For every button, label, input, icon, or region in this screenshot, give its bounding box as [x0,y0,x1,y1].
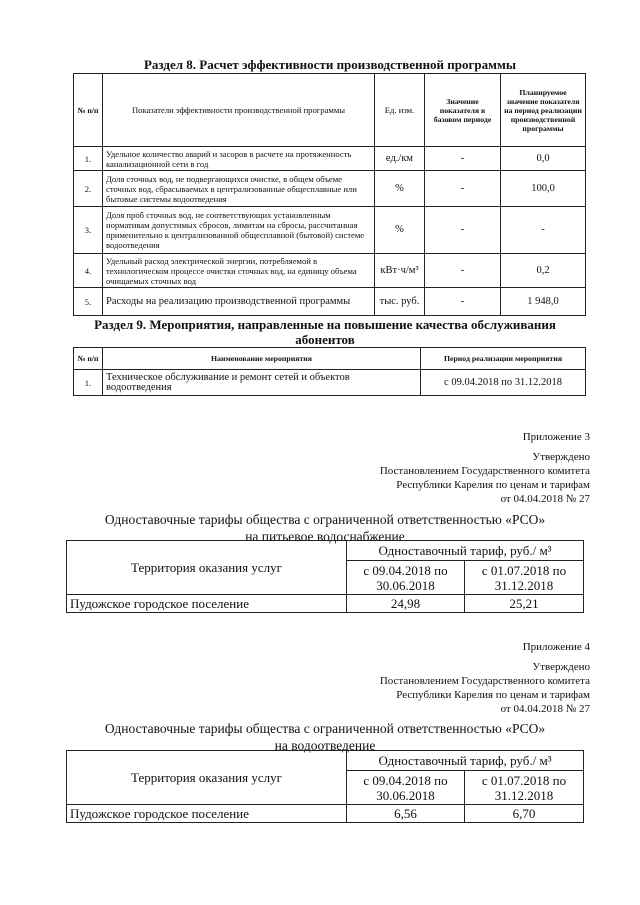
row-base: - [425,207,501,254]
appendix3-title-line1: Одноставочные тарифы общества с ограниченной ответственностью «РСО» [104,512,546,527]
row-base: - [425,254,501,288]
row-plan: 100,0 [501,171,586,207]
row-indicator: Удельный расход электрической энергии, потребляемой в технологическом процессе очистки сточных вод, на единицу объема очищаемых сточных вод [103,254,375,288]
appendix3-approved: Утверждено [532,451,590,463]
appendix4-line1: Постановлением Государственного комитета [379,675,590,687]
row-indicator: Доля сточных вод, не подвергающихся очистке, в общем объеме сточных вод, сбрасываемых в централизованные общесплавные или бытовые системы водоотведения [103,171,375,207]
row-territory: Пудожское городское поселение [67,805,347,823]
territory-header: Территория оказания услуг [67,541,347,595]
row-num: 3. [74,207,103,254]
table-row [74,370,586,396]
appendix4-line3: от 04.04.2018 № 27 [500,703,590,715]
appendix3-header [290,430,590,506]
row-val2: 6,70 [465,805,584,823]
row-val1: 24,98 [347,595,465,613]
appendix4-title-line1: Одноставочные тарифы общества с ограниченной ответственностью «РСО» [104,721,546,736]
table-row [67,805,584,823]
appendix3-title-line2: на питьевое водоснабжение [245,529,405,544]
table-row [67,595,584,613]
section9-header-row [74,348,586,370]
col-name-header: Наименование мероприятия [103,348,421,370]
appendix4-title-line2: на водоотведение [274,738,376,753]
appendix3-label: Приложение 3 [522,431,590,443]
appendix3-line3: от 04.04.2018 № 27 [500,493,590,505]
row-val1: 6,56 [347,805,465,823]
row-unit: тыс. руб. [375,288,425,316]
row-base: - [425,288,501,316]
row-territory: Пудожское городское поселение [67,595,347,613]
col-plan-header: Планируемое значение показателя на период реализации производственной программы [501,74,586,147]
row-unit: % [375,171,425,207]
col-num-header: № п/п [74,74,103,147]
period1-header: с 09.04.2018 по 30.06.2018 [347,771,465,805]
row-num: 5. [74,288,103,316]
table-row [74,207,586,254]
territory-header: Территория оказания услуг [67,751,347,805]
row-indicator: Удельное количество аварий и засоров в расчете на протяженность канализационной сети в год [103,147,375,171]
appendix3-line2: Республики Карелия по ценам и тарифам [396,479,590,491]
col-indicator-header: Показатели эффективности производственной программы [103,74,375,147]
row-plan: 0,0 [501,147,586,171]
row-num: 1. [74,370,103,396]
row-num: 2. [74,171,103,207]
col-unit-header: Ед. изм. [375,74,425,147]
col-num-header: № п/п [74,348,103,370]
section9-table [73,347,586,396]
table-row [74,288,586,316]
tariff-header: Одноставочный тариф, руб./ м³ [347,541,584,561]
row-unit: ед./км [375,147,425,171]
section9-title-line2: абонентов [295,332,355,347]
col-base-header: Значение показателя в базовом периоде [425,74,501,147]
row-num: 1. [74,147,103,171]
row-base: - [425,171,501,207]
section9-title-line1: Раздел 9. Мероприятия, направленные на повышение качества обслуживания [94,317,556,332]
row-indicator: Доля проб сточных вод, не соответствующих установленным нормативам допустимых сбросов, лимитам на сбросы, рассчитанная применительно к централизованной общесплавной (бытовой) системе водоотведения [103,207,375,254]
row-indicator: Расходы на реализацию производственной программы [103,288,375,316]
row-base: - [425,147,501,171]
appendix3-line1: Постановлением Государственного комитета [379,465,590,477]
section8-title: Раздел 8. Расчет эффективности производственной программы [143,57,517,72]
appendix4-tariff-table [66,750,584,823]
appendix4-header [290,640,590,716]
tariff-header: Одноставочный тариф, руб./ м³ [347,751,584,771]
section8-header-row [74,74,586,147]
appendix4-title [60,720,590,754]
row-plan: 0,2 [501,254,586,288]
row-plan: 1 948,0 [501,288,586,316]
row-period: с 09.04.2018 по 31.12.2018 [421,370,586,396]
table-row [74,254,586,288]
appendix4-approved: Утверждено [532,661,590,673]
row-unit: кВт·ч/м³ [375,254,425,288]
period2-header: с 01.07.2018 по 31.12.2018 [465,561,584,595]
row-plan: - [501,207,586,254]
col-period-header: Период реализации мероприятия [421,348,586,370]
row-val2: 25,21 [465,595,584,613]
appendix3-tariff-table [66,540,584,613]
appendix4-line2: Республики Карелия по ценам и тарифам [396,689,590,701]
appendix4-label: Приложение 4 [522,641,590,653]
section9-title [60,317,590,347]
period1-header: с 09.04.2018 по 30.06.2018 [347,561,465,595]
table-row [74,171,586,207]
row-name: Техническое обслуживание и ремонт сетей и объектов водоотведения [103,370,421,396]
row-num: 4. [74,254,103,288]
table-row [74,147,586,171]
row-unit: % [375,207,425,254]
period2-header: с 01.07.2018 по 31.12.2018 [465,771,584,805]
section8-table [73,73,586,316]
